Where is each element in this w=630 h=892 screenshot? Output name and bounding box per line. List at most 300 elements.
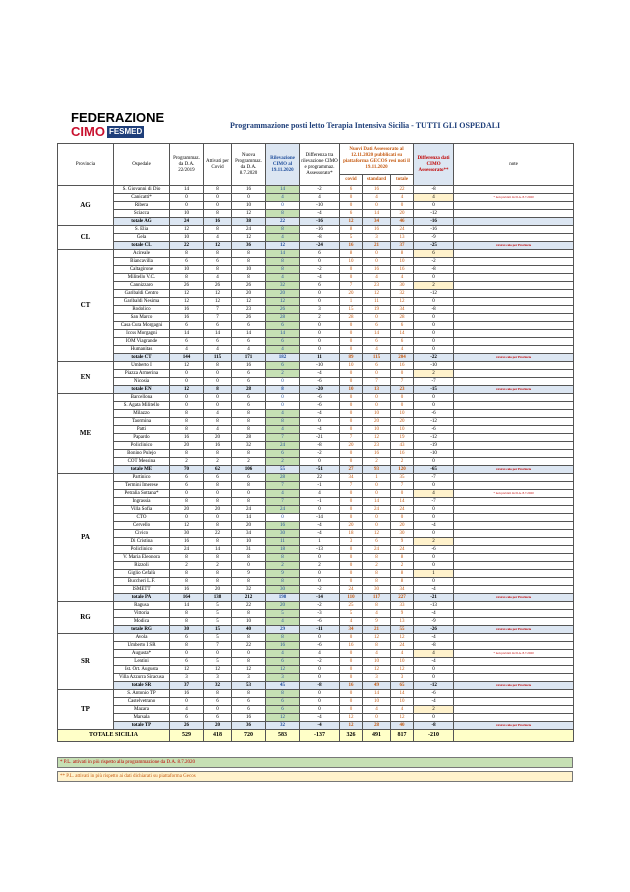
value-cell: 8 (391, 570, 414, 578)
hospital-name-cell: Petralia Sottana* (114, 490, 170, 498)
value-cell: 10 (170, 266, 204, 274)
total-value-cell: -15 (414, 386, 454, 394)
total-value-cell: -25 (414, 242, 454, 250)
grand-total-label: TOTALE SICILIA (58, 730, 170, 742)
value-cell: 4 (266, 650, 300, 658)
value-cell: 6 (266, 362, 300, 370)
value-cell: 12 (391, 714, 414, 722)
note-cell: xxxxxx calo per Provincia (454, 466, 574, 474)
value-cell: 6 (204, 322, 232, 330)
hospital-name-cell: Gela (114, 234, 170, 242)
value-cell: 8 (204, 538, 232, 546)
total-value-cell: 144 (170, 354, 204, 362)
total-value-cell: 93 (363, 466, 391, 474)
province-cell: TP (58, 690, 114, 730)
value-cell: 0 (300, 322, 340, 330)
legend-note-1: * P.L. attivati in più rispetto alla programmazione da D.A. 8.7.2020 (57, 757, 573, 768)
total-value-cell: 70 (170, 466, 204, 474)
table-row (58, 378, 574, 386)
value-cell: 8 (363, 554, 391, 562)
value-cell: 0 (340, 498, 363, 506)
hospital-name-cell: Rodolico (114, 306, 170, 314)
total-label-cell: totale EN (114, 386, 170, 394)
value-cell: 14 (363, 330, 391, 338)
value-cell: 0 (170, 514, 204, 522)
total-value-cell: -20 (300, 386, 340, 394)
value-cell: 0 (363, 314, 391, 322)
province-total-row (58, 242, 574, 250)
value-cell: 8 (232, 690, 266, 698)
value-cell: 8 (170, 274, 204, 282)
value-cell: -3 (300, 610, 340, 618)
value-cell: 16 (170, 306, 204, 314)
hospital-name-cell: Piazza Armerina (114, 370, 170, 378)
value-cell: 16 (363, 266, 391, 274)
value-cell: 10 (363, 658, 391, 666)
value-cell: 8 (232, 498, 266, 506)
table-row (58, 602, 574, 610)
province-total-row (58, 594, 574, 602)
hospital-name-cell: Civico (114, 530, 170, 538)
total-value-cell: 15 (204, 626, 232, 634)
table-row (58, 370, 574, 378)
value-cell: -2 (300, 266, 340, 274)
value-cell: 10 (363, 410, 391, 418)
legend-note-2: ** P.L. attivati in più rispetto ai dati dichiarati su piattaforma Gecos (57, 771, 573, 782)
value-cell: 0 (391, 490, 414, 498)
table-row (58, 426, 574, 434)
total-value-cell: 53 (232, 682, 266, 690)
value-cell: 12 (340, 714, 363, 722)
value-cell: 0 (414, 402, 454, 410)
value-cell: 0 (170, 378, 204, 386)
table-row (58, 650, 574, 658)
total-value-cell: 16 (204, 218, 232, 226)
value-cell: 4 (266, 490, 300, 498)
note-cell (454, 658, 574, 666)
value-cell: 0 (340, 410, 363, 418)
value-cell: 1 (363, 474, 391, 482)
total-value-cell: 38 (232, 218, 266, 226)
value-cell: 6 (204, 258, 232, 266)
value-cell: 20 (266, 290, 300, 298)
value-cell: 3 (232, 674, 266, 682)
col-header-assessorato-group: Nuovi Dati Assessorato al 12.11.2020 pubblicati su piattaforma GECOS resi noti il 19.11.2020 (340, 144, 414, 175)
value-cell: 12 (170, 666, 204, 674)
value-cell: 8 (266, 210, 300, 218)
value-cell: 12 (232, 298, 266, 306)
value-cell: 30 (391, 530, 414, 538)
value-cell: 8 (232, 450, 266, 458)
col-header-standard: standard (363, 175, 391, 186)
value-cell: 26 (266, 306, 300, 314)
value-cell: 0 (363, 402, 391, 410)
value-cell: 4 (170, 706, 204, 714)
value-cell: 6 (204, 474, 232, 482)
value-cell: 8 (170, 578, 204, 586)
table-row (58, 618, 574, 626)
total-value-cell: 16 (340, 242, 363, 250)
value-cell: 14 (232, 330, 266, 338)
value-cell: 0 (340, 194, 363, 202)
col-header-totale: totale (391, 175, 414, 186)
note-cell (454, 642, 574, 650)
value-cell: 0 (340, 338, 363, 346)
value-cell: 13 (391, 234, 414, 242)
value-cell: -10 (414, 362, 454, 370)
value-cell: 22 (300, 474, 340, 482)
value-cell: -1 (300, 498, 340, 506)
hospital-name-cell: Policlinico (114, 546, 170, 554)
value-cell: 12 (391, 298, 414, 306)
value-cell: 8 (170, 498, 204, 506)
table-row (58, 658, 574, 666)
value-cell: 8 (204, 418, 232, 426)
value-cell: 0 (340, 506, 363, 514)
total-value-cell: 204 (391, 354, 414, 362)
value-cell: 0 (340, 578, 363, 586)
value-cell: 6 (170, 714, 204, 722)
value-cell: 6 (266, 338, 300, 346)
value-cell: 0 (363, 490, 391, 498)
value-cell: 10 (391, 698, 414, 706)
note-cell (454, 426, 574, 434)
value-cell: -7 (414, 378, 454, 386)
value-cell: 2 (266, 370, 300, 378)
hospital-name-cell: Cannizzaro (114, 282, 170, 290)
value-cell: 0 (300, 338, 340, 346)
value-cell: 7 (204, 314, 232, 322)
value-cell: 2 (266, 562, 300, 570)
col-header-cimo: Rilevazione CIMO al 19.11.2020 (266, 144, 300, 186)
note-cell: * non previsti da D.A. 8.7.2020 (454, 194, 574, 202)
total-value-cell: 115 (363, 354, 391, 362)
note-cell (454, 690, 574, 698)
total-value-cell: 29 (266, 626, 300, 634)
note-cell (454, 498, 574, 506)
value-cell: 14 (204, 330, 232, 338)
table-row (58, 402, 574, 410)
value-cell: 3 (340, 538, 363, 546)
value-cell: 8 (232, 250, 266, 258)
note-cell (454, 330, 574, 338)
total-value-cell: 37 (391, 242, 414, 250)
total-value-cell: 21 (363, 626, 391, 634)
value-cell: -12 (414, 210, 454, 218)
hospital-name-cell: S. Agata Militello (114, 402, 170, 410)
value-cell: 32 (232, 586, 266, 594)
value-cell: 0 (340, 674, 363, 682)
note-cell (454, 554, 574, 562)
hospital-name-cell: Villa Sofia (114, 506, 170, 514)
value-cell: 16 (170, 586, 204, 594)
province-cell: CT (58, 250, 114, 362)
hospital-name-cell: Ragusa (114, 602, 170, 610)
value-cell: 8 (232, 634, 266, 642)
note-cell (454, 314, 574, 322)
value-cell: 4 (363, 346, 391, 354)
total-value-cell: 40 (232, 626, 266, 634)
value-cell: 7 (266, 434, 300, 442)
value-cell: 6 (266, 706, 300, 714)
hospital-name-cell: Cervello (114, 522, 170, 530)
total-value-cell: 12 (340, 722, 363, 730)
page-title: Programmazione posti letto Terapia Intensiva Sicilia - TUTTI GLI OSPEDALI (230, 121, 501, 130)
value-cell: 0 (340, 330, 363, 338)
table-row (58, 674, 574, 682)
value-cell: 8 (266, 634, 300, 642)
value-cell: 0 (340, 554, 363, 562)
value-cell: 8 (363, 642, 391, 650)
note-cell (454, 418, 574, 426)
value-cell: 4 (266, 234, 300, 242)
value-cell: 0 (414, 298, 454, 306)
hospital-name-cell: ISMETT (114, 586, 170, 594)
value-cell: 24 (340, 586, 363, 594)
hospital-name-cell: Di Cristina (114, 538, 170, 546)
value-cell: 6 (266, 450, 300, 458)
value-cell: 32 (232, 442, 266, 450)
value-cell: 7 (340, 434, 363, 442)
value-cell: 0 (300, 458, 340, 466)
value-cell: 1 (340, 298, 363, 306)
value-cell: 12 (363, 290, 391, 298)
value-cell: 8 (204, 578, 232, 586)
note-cell (454, 322, 574, 330)
value-cell: 6 (363, 538, 391, 546)
total-label-cell: totale RG (114, 626, 170, 634)
value-cell: 0 (266, 202, 300, 210)
value-cell: 8 (266, 690, 300, 698)
table-row (58, 634, 574, 642)
note-cell (454, 506, 574, 514)
province-total-row (58, 354, 574, 362)
value-cell: 30 (391, 282, 414, 290)
value-cell: 0 (414, 314, 454, 322)
hospital-name-cell: Milazzo (114, 410, 170, 418)
note-cell: * non previsti da D.A. 8.7.2020 (454, 490, 574, 498)
value-cell: 0 (300, 506, 340, 514)
value-cell: 12 (232, 666, 266, 674)
value-cell: -14 (300, 514, 340, 522)
value-cell: 0 (232, 194, 266, 202)
value-cell: -4 (414, 634, 454, 642)
hospital-name-cell: Ingrassia (114, 498, 170, 506)
value-cell: 6 (232, 338, 266, 346)
value-cell: 0 (363, 514, 391, 522)
value-cell: 2 (300, 562, 340, 570)
province-total-row (58, 386, 574, 394)
table-row (58, 250, 574, 258)
value-cell: 18 (340, 530, 363, 538)
hospital-name-cell: Militello V.C. (114, 274, 170, 282)
table-row (58, 562, 574, 570)
value-cell: 30 (266, 530, 300, 538)
value-cell: 12 (363, 434, 391, 442)
value-cell: 20 (340, 442, 363, 450)
value-cell: 6 (414, 250, 454, 258)
value-cell: 15 (340, 306, 363, 314)
value-cell: -1 (300, 482, 340, 490)
value-cell: 16 (170, 434, 204, 442)
value-cell: 8 (232, 554, 266, 562)
table-row (58, 274, 574, 282)
value-cell: -8 (414, 186, 454, 194)
value-cell: 0 (340, 570, 363, 578)
value-cell: 4 (300, 490, 340, 498)
value-cell: 0 (170, 698, 204, 706)
value-cell: 13 (391, 618, 414, 626)
value-cell: 8 (266, 418, 300, 426)
value-cell: -6 (414, 410, 454, 418)
hospital-name-cell: Villa Azzurra Siracusa (114, 674, 170, 682)
note-cell (454, 402, 574, 410)
value-cell: 2 (170, 458, 204, 466)
grand-total-value: 418 (204, 730, 232, 742)
hospital-name-cell: Patti (114, 426, 170, 434)
note-cell (454, 306, 574, 314)
hospital-name-cell: Casa Cura Morgagni (114, 322, 170, 330)
value-cell: 0 (340, 346, 363, 354)
value-cell: 0 (414, 714, 454, 722)
value-cell: 6 (363, 338, 391, 346)
col-header-nuova-prog: Nuova Programmaz. da D.A. 8.7.2020 (232, 144, 266, 186)
value-cell: 0 (300, 554, 340, 562)
hospital-name-cell: V. Maria Eleonora (114, 554, 170, 562)
value-cell: 8 (204, 186, 232, 194)
value-cell: 12 (363, 666, 391, 674)
value-cell: 6 (170, 474, 204, 482)
total-value-cell: -16 (300, 218, 340, 226)
note-cell (454, 394, 574, 402)
value-cell: 8 (232, 410, 266, 418)
value-cell: 0 (300, 578, 340, 586)
value-cell: 4 (414, 194, 454, 202)
value-cell: 0 (340, 402, 363, 410)
value-cell: 10 (363, 426, 391, 434)
total-value-cell: -21 (414, 594, 454, 602)
value-cell: 7 (391, 482, 414, 490)
value-cell: -4 (414, 610, 454, 618)
value-cell: 0 (391, 370, 414, 378)
value-cell: 2 (232, 458, 266, 466)
value-cell: 0 (340, 666, 363, 674)
total-value-cell: 40 (391, 722, 414, 730)
value-cell: 8 (232, 578, 266, 586)
province-total-row (58, 626, 574, 634)
value-cell: 0 (340, 266, 363, 274)
province-cell: RG (58, 602, 114, 634)
value-cell: 0 (300, 674, 340, 682)
value-cell: 2 (414, 282, 454, 290)
table-row (58, 666, 574, 674)
value-cell: 6 (300, 250, 340, 258)
value-cell: 4 (391, 706, 414, 714)
value-cell: 0 (340, 690, 363, 698)
value-cell: -12 (414, 434, 454, 442)
total-value-cell: 27 (340, 466, 363, 474)
value-cell: 8 (204, 498, 232, 506)
value-cell: 2 (414, 538, 454, 546)
value-cell: 8 (232, 610, 266, 618)
value-cell: 2 (170, 562, 204, 570)
value-cell: -12 (414, 418, 454, 426)
value-cell: 16 (170, 690, 204, 698)
value-cell: 26 (232, 282, 266, 290)
hospital-name-cell: Policlinico (114, 442, 170, 450)
value-cell: -8 (414, 306, 454, 314)
value-cell: 0 (340, 394, 363, 402)
value-cell: 16 (232, 362, 266, 370)
value-cell: 19 (391, 434, 414, 442)
value-cell: 0 (232, 490, 266, 498)
value-cell: 8 (204, 554, 232, 562)
value-cell: 0 (391, 394, 414, 402)
note-cell (454, 546, 574, 554)
value-cell: 12 (363, 634, 391, 642)
value-cell: 0 (300, 698, 340, 706)
value-cell: 0 (204, 194, 232, 202)
value-cell: 5 (204, 634, 232, 642)
province-total-row (58, 722, 574, 730)
value-cell: 9 (391, 538, 414, 546)
value-cell: 11 (266, 538, 300, 546)
value-cell: 0 (232, 562, 266, 570)
value-cell: 4 (266, 410, 300, 418)
value-cell: 2 (363, 458, 391, 466)
value-cell: 16 (232, 714, 266, 722)
value-cell: -6 (300, 402, 340, 410)
total-label-cell: totale TP (114, 722, 170, 730)
total-value-cell: 227 (391, 594, 414, 602)
value-cell: 18 (266, 546, 300, 554)
value-cell: 8 (204, 450, 232, 458)
value-cell: 4 (266, 346, 300, 354)
note-cell (454, 346, 574, 354)
total-value-cell: 65 (391, 682, 414, 690)
table-row (58, 498, 574, 506)
value-cell: 12 (170, 362, 204, 370)
grand-total-value: 817 (391, 730, 414, 742)
note-cell (454, 370, 574, 378)
total-value-cell: 24 (170, 218, 204, 226)
col-header-ospedale: Ospedale (114, 144, 170, 186)
total-value-cell: 36 (232, 242, 266, 250)
value-cell: 14 (363, 210, 391, 218)
value-cell: -13 (414, 602, 454, 610)
hospital-name-cell: S. Giovanni di Dio (114, 186, 170, 194)
value-cell: 0 (170, 650, 204, 658)
value-cell: 7 (204, 642, 232, 650)
table-row (58, 362, 574, 370)
value-cell: 8 (340, 226, 363, 234)
value-cell: 10 (232, 538, 266, 546)
total-value-cell: 20 (204, 722, 232, 730)
hospital-name-cell: Nicosia (114, 378, 170, 386)
value-cell: 20 (391, 418, 414, 426)
value-cell: 34 (391, 306, 414, 314)
value-cell: 20 (363, 418, 391, 426)
value-cell: 8 (204, 210, 232, 218)
value-cell: 43 (391, 442, 414, 450)
value-cell: -2 (300, 658, 340, 666)
hospital-name-cell: Vittoria (114, 610, 170, 618)
total-value-cell: 182 (266, 354, 300, 362)
value-cell: 0 (300, 346, 340, 354)
value-cell: -8 (414, 266, 454, 274)
table-body (58, 186, 574, 742)
note-cell (454, 410, 574, 418)
